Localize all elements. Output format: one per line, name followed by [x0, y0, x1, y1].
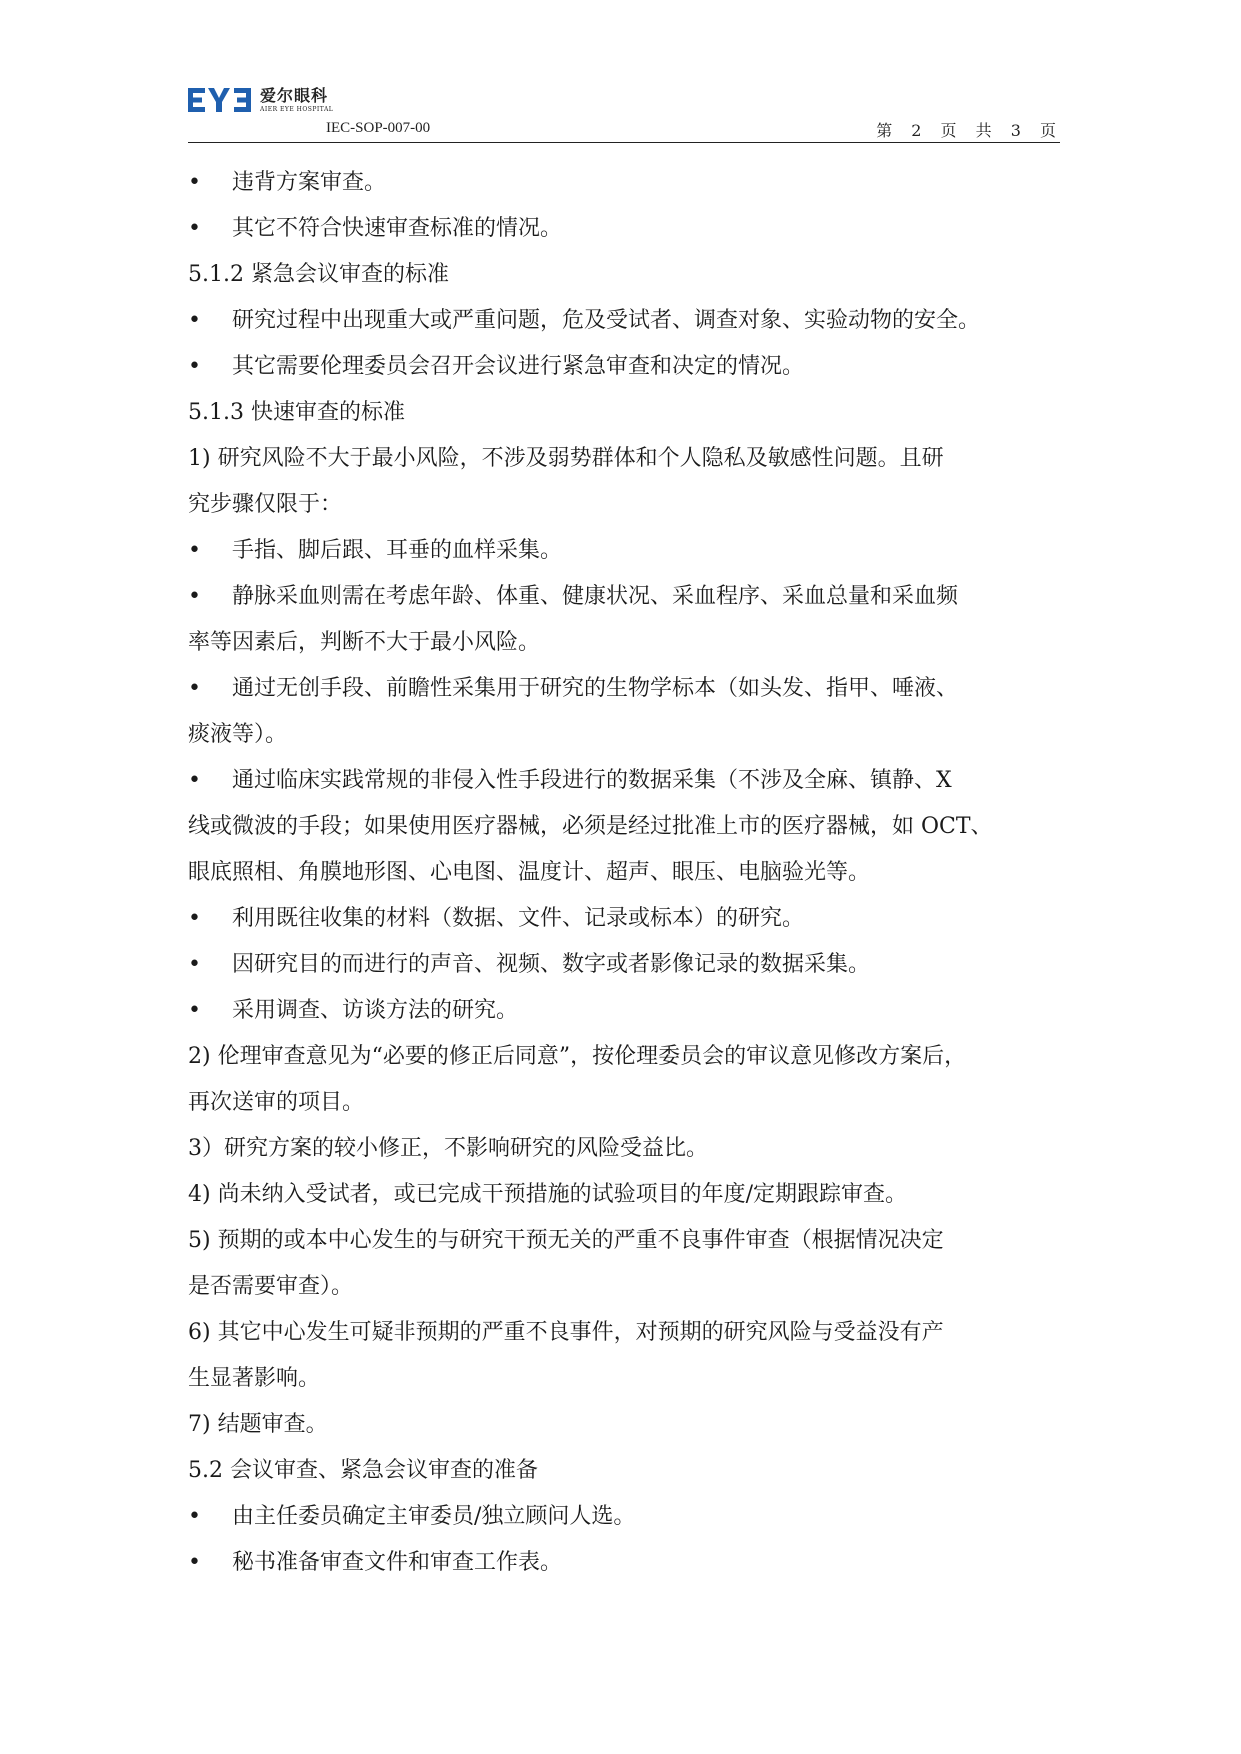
list-item: • 秘书准备审查文件和审查工作表。: [188, 1540, 1060, 1586]
logo-chinese-name: 爱尔眼科: [260, 86, 329, 105]
list-item: • 通过临床实践常规的非侵入性手段进行的数据采集（不涉及全麻、镇静、X: [188, 758, 1060, 804]
paragraph-2-line-1: 2) 伦理审查意见为“必要的修正后同意”，按伦理委员会的审议意见修改方案后，: [188, 1044, 967, 1069]
list-item: • 静脉采血则需在考虑年龄、体重、健康状况、采血程序、采血总量和采血频: [188, 574, 1060, 620]
bullet-icon: •: [188, 676, 201, 701]
paragraph-5-line-1: 5) 预期的或本中心发生的与研究干预无关的严重不良事件审查（根据情况决定: [188, 1228, 944, 1253]
bullet-icon: •: [188, 354, 201, 379]
eye-logo-icon: [188, 86, 252, 114]
list-item: • 研究过程中出现重大或严重问题，危及受试者、调查对象、实验动物的安全。: [188, 298, 1060, 344]
page-body: [188, 160, 1060, 1586]
list-item: • 其它需要伦理委员会召开会议进行紧急审查和决定的情况。: [188, 344, 1060, 390]
list-item-continuation: 眼底照相、角膜地形图、心电图、温度计、超声、眼压、电脑验光等。: [188, 860, 871, 885]
bullet-icon: •: [188, 952, 201, 977]
bullet-icon: •: [188, 170, 201, 195]
bullet-icon: •: [188, 538, 201, 563]
list-item-continuation: 线或微波的手段；如果使用医疗器械，必须是经过批准上市的医疗器械，如 OCT、: [188, 814, 993, 839]
paragraph-6-line-1: 6) 其它中心发生可疑非预期的严重不良事件，对预期的研究风险与受益没有产: [188, 1320, 944, 1345]
bullet-icon: •: [188, 216, 201, 241]
bullet-icon: •: [188, 906, 201, 931]
paragraph-6-line-2: 生显著影响。: [188, 1366, 321, 1391]
list-item-continuation: 痰液等）。: [188, 722, 288, 747]
paragraph-1-line-2: 究步骤仅限于：: [188, 492, 343, 517]
paragraph-1-line-1: 1) 研究风险不大于最小风险，不涉及弱势群体和个人隐私及敏感性问题。且研: [188, 446, 944, 471]
list-item: • 违背方案审查。: [188, 160, 1060, 206]
list-item-continuation: 率等因素后，判断不大于最小风险。: [188, 630, 541, 655]
bullet-icon: •: [188, 768, 201, 793]
list-item: • 通过无创手段、前瞻性采集用于研究的生物学标本（如头发、指甲、唾液、: [188, 666, 1060, 712]
list-item: • 手指、脚后跟、耳垂的血样采集。: [188, 528, 1060, 574]
list-item: • 由主任委员确定主审委员/独立顾问人选。: [188, 1494, 1060, 1540]
bullet-icon: •: [188, 308, 201, 333]
section-heading-5-1-3: 5.1.3 快速审查的标准: [188, 400, 405, 425]
paragraph-3: 3）研究方案的较小修正，不影响研究的风险受益比。: [188, 1136, 708, 1161]
list-item: • 利用既往收集的材料（数据、文件、记录或标本）的研究。: [188, 896, 1060, 942]
list-item: • 其它不符合快速审查标准的情况。: [188, 206, 1060, 252]
list-item: • 因研究目的而进行的声音、视频、数字或者影像记录的数据采集。: [188, 942, 1060, 988]
bullet-icon: •: [188, 1504, 201, 1529]
document-code: IEC-SOP-007-00: [326, 120, 431, 136]
header-divider: [188, 142, 1060, 143]
bullet-icon: •: [188, 584, 201, 609]
hospital-logo: [188, 86, 333, 120]
page-header: [188, 86, 1060, 144]
page-number: 第 2 页 共 3 页: [876, 121, 1060, 140]
paragraph-7: 7) 结题审查。: [188, 1412, 328, 1437]
section-heading-5-1-2: 5.1.2 紧急会议审查的标准: [188, 262, 449, 287]
logo-english-name: AIER EYE HOSPITAL: [260, 106, 334, 113]
paragraph-4: 4) 尚未纳入受试者，或已完成干预措施的试验项目的年度/定期跟踪审查。: [188, 1182, 907, 1207]
paragraph-2-line-2: 再次送审的项目。: [188, 1090, 365, 1115]
bullet-icon: •: [188, 1550, 201, 1575]
section-heading-5-2: 5.2 会议审查、紧急会议审查的准备: [188, 1458, 538, 1483]
list-item: • 采用调查、访谈方法的研究。: [188, 988, 1060, 1034]
bullet-icon: •: [188, 998, 201, 1023]
paragraph-5-line-2: 是否需要审查）。: [188, 1274, 354, 1299]
